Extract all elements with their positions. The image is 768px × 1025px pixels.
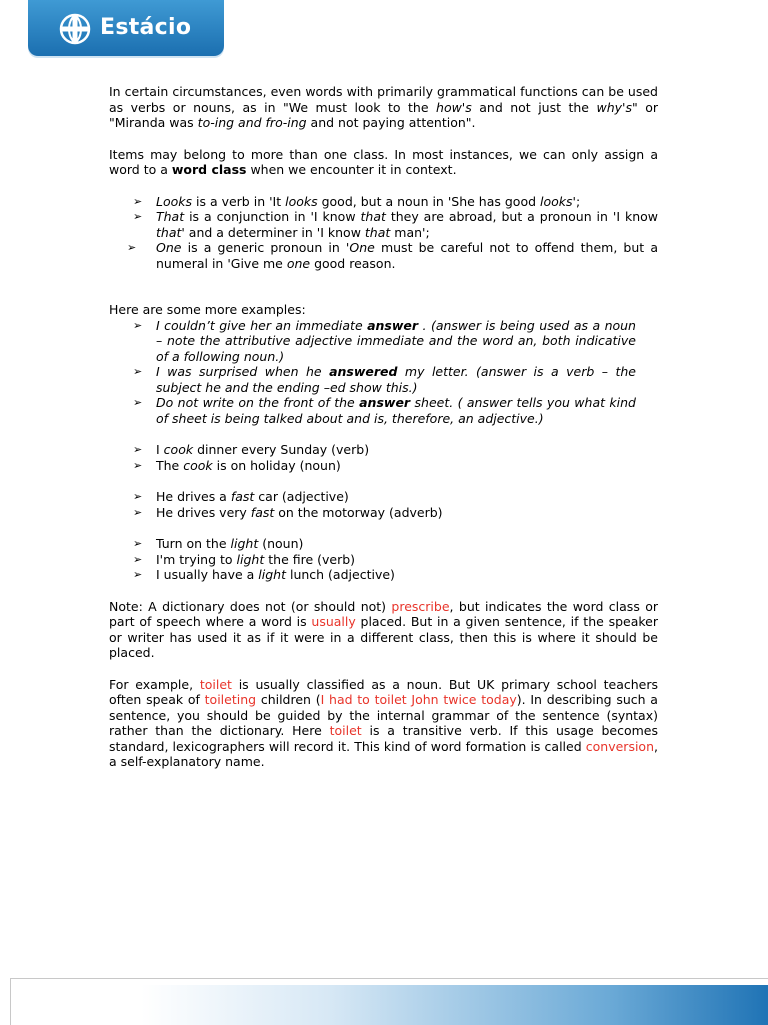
arrow-bullet-icon: ➢ (133, 552, 143, 566)
paragraph-word-class: Items may belong to more than one class. In most instances, we can only assign a word to a word class when we encounter it in context. (109, 146, 658, 177)
cook-examples-list (109, 442, 658, 473)
arrow-bullet-icon: ➢ (133, 568, 143, 581)
arrow-bullet-icon: ➢ (133, 396, 143, 409)
list-item: ➢ Turn on the light (noun) (133, 536, 304, 551)
word-class-bullet-list (109, 194, 658, 272)
list-item: ➢ Do not write on the front of the answer sheet. ( answer tells you what kind of sheet is being talked about and is, therefore, an adjective.) (133, 395, 636, 426)
arrow-bullet-icon: ➢ (133, 505, 143, 519)
paragraph-grammatical-functions: In certain circumstances, even words with primarily grammatical functions can be used as verbs or nouns, as in "We must look to the how's and not just the why's" or "Miranda was to-ing and fro-ing and not paying attention". (109, 84, 658, 130)
list-item: ➢ One is a generic pronoun in 'One must be careful not to offend them, but a numeral in 'Give me one good reason. (127, 240, 658, 271)
list-item: ➢ Looks is a verb in 'It looks good, but a noun in 'She has good looks'; (133, 193, 581, 209)
arrow-bullet-icon: ➢ (133, 318, 143, 332)
estacio-globe-icon (58, 12, 92, 46)
list-item: ➢ He drives very fast on the motorway (adverb) (133, 504, 443, 520)
answer-examples-list (109, 318, 658, 427)
arrow-bullet-icon: ➢ (133, 443, 143, 456)
list-item: ➢ I'm trying to light the fire (verb) (133, 551, 356, 567)
list-item: ➢ He drives a fast car (adjective) (133, 489, 349, 504)
paragraph-more-examples: Here are some more examples: (109, 302, 306, 317)
list-item: ➢ I usually have a light lunch (adjective) (133, 567, 395, 582)
paragraph-note: Note: A dictionary does not (or should not) prescribe, but indicates the word class or part of speech where a word is usually placed. But in a given sentence, if the speaker or writer has used it as if it were in a different class, then this is where it should be placed. (109, 598, 658, 660)
fast-examples-list (109, 489, 658, 520)
arrow-bullet-icon: ➢ (133, 365, 143, 378)
arrow-bullet-icon: ➢ (133, 210, 143, 223)
footer-gradient-bar (141, 985, 768, 1025)
list-item: ➢ I cook dinner every Sunday (verb) (133, 442, 370, 457)
estacio-logo (28, 0, 224, 56)
brand-name: Estácio (100, 15, 192, 40)
list-item: ➢ The cook is on holiday (noun) (133, 457, 341, 473)
arrow-bullet-icon: ➢ (133, 458, 143, 472)
arrow-bullet-icon: ➢ (133, 490, 143, 503)
document-body (109, 84, 658, 770)
list-item: ➢ I couldn’t give her an immediate answer . (answer is being used as a noun – note the attributive adjective immediate and the word an, both indicative of a following noun.) (133, 317, 636, 364)
page-footer (10, 978, 768, 1025)
list-item: ➢ I was surprised when he answered my letter. (answer is a verb – the subject he and the ending –ed show this.) (133, 364, 636, 395)
arrow-bullet-icon: ➢ (133, 194, 143, 208)
arrow-bullet-icon: ➢ (127, 241, 137, 254)
paragraph-toilet-example: For example, toilet is usually classified as a noun. But UK primary school teachers often speak of toileting children (I had to toilet John twice today). In describing such a sentence, you should be guided by the internal grammar of the sentence (syntax) rather than the dictionary. Here toilet is a transitive verb. If this usage becomes standard, lexicographers will record it. This kind of word formation is called conversion, a self-explanatory name. (109, 676, 659, 769)
arrow-bullet-icon: ➢ (133, 537, 143, 550)
light-examples-list (109, 536, 658, 583)
list-item: ➢ That is a conjunction in 'I know that they are abroad, but a pronoun in 'I know that' and a determiner in 'I know that man'; (133, 209, 658, 240)
